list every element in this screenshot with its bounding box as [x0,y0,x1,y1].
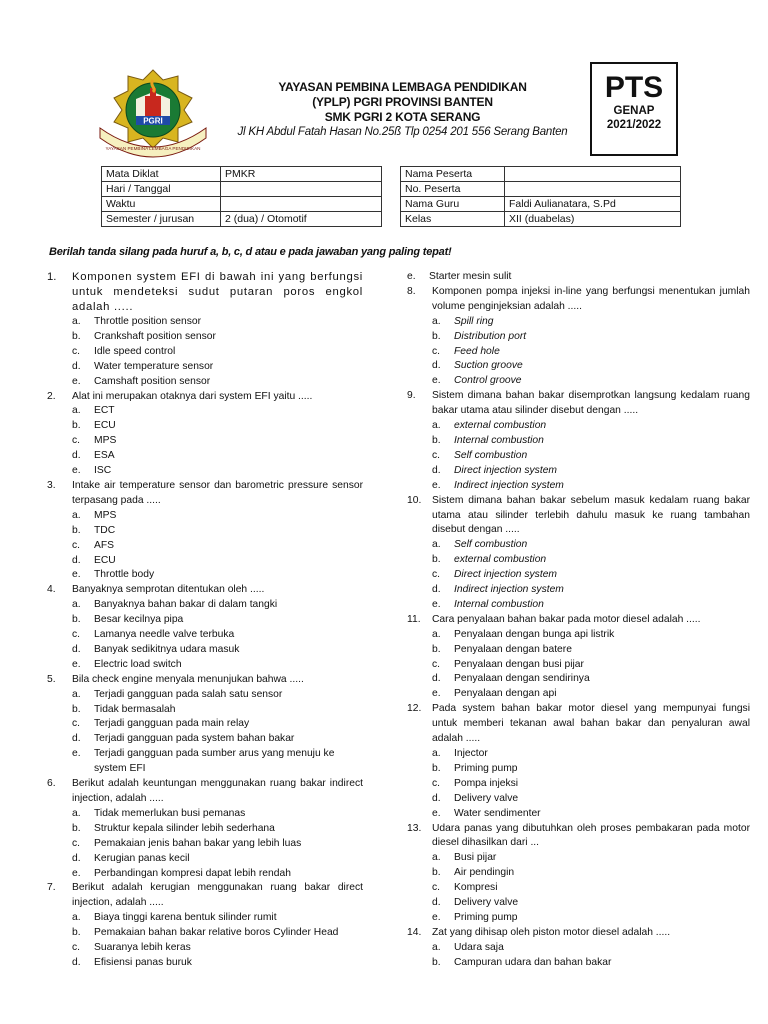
answer-option [407,881,750,896]
option-text: Direct injection system [454,464,557,476]
answer-option [47,941,363,956]
option-letter: a. [72,688,81,700]
option-text: Priming pump [454,762,518,774]
option-text: Feed hole [454,345,500,357]
logo-emblem [114,70,192,148]
exam-type-title: PTS [604,71,664,104]
option-letter: a. [432,852,441,864]
foundation-name: YAYASAN PEMBINA LEMBAGA PENDIDIKAN [278,80,527,94]
answer-option [47,554,363,569]
option-text: Camshaft position sensor [94,375,211,387]
question-text: Alat ini merupakan otaknya dari system EFI yaitu ..... [72,390,313,402]
option-text: Pemakaian jenis bahan bakar yang lebih luas [94,837,302,849]
answer-option [47,822,363,837]
table-row [401,167,681,182]
answer-option [407,866,750,881]
answer-option [407,956,750,971]
answer-option [47,539,363,554]
question-stem [407,926,750,941]
question-number: 5. [47,673,56,685]
answer-option [47,867,363,882]
option-text: Lamanya needle valve terbuka [94,629,235,641]
option-letter: d. [432,792,441,804]
answer-option [47,464,363,479]
question-number: 13. [407,822,422,834]
option-letter: b. [72,330,81,342]
answer-option [47,404,363,419]
info-label: Kelas [401,212,505,227]
option-text: Self combustion [454,539,528,551]
option-text: TDC [94,524,116,536]
option-text: Banyaknya bahan bakar di dalam tangki [94,599,278,611]
option-letter: a. [432,315,441,327]
info-value: XII (duabelas) [505,212,681,227]
answer-option [47,449,363,464]
option-text: Water temperature sensor [94,360,214,372]
option-letter: c. [432,777,441,789]
answer-option [47,598,363,613]
question-stem [407,822,750,852]
option-letter: c. [432,345,441,357]
option-letter: d. [432,897,441,909]
exam-type-box [590,62,678,156]
option-letter: c. [72,435,81,447]
option-letter: a. [72,599,81,611]
option-text: Electric load switch [94,658,182,670]
option-letter: e. [432,375,441,387]
answer-option [407,851,750,866]
option-letter: a. [432,628,441,640]
answer-option [407,658,750,673]
info-value: 2 (dua) / Otomotif [221,212,382,227]
answer-option [407,807,750,822]
question-stem [407,494,750,539]
option-letter: d. [432,673,441,685]
option-text: Kompresi [454,882,498,894]
option-letter: c. [72,629,81,641]
answer-option [47,703,363,718]
answer-option [407,762,750,777]
provincial-name: (YPLP) PGRI PROVINSI BANTEN [312,95,493,109]
option-text: MPS [94,435,117,447]
option-letter: a. [72,316,81,327]
questions-column-left [47,270,363,971]
option-letter: a. [432,941,441,953]
option-letter: d. [72,643,81,655]
option-letter: a. [72,509,81,521]
option-letter: e. [407,271,416,282]
option-letter: b. [432,867,441,879]
question-number: 14. [407,926,422,938]
option-text: Self combustion [454,449,528,461]
option-letter: d. [72,554,81,566]
info-value: PMKR [221,167,382,182]
info-value [221,197,382,212]
option-text: external combustion [454,554,547,566]
option-text: Injector [454,748,488,759]
question-item [47,270,363,390]
option-letter: e. [72,658,81,670]
option-text: Besar kecilnya pipa [94,614,184,626]
question-number: 11. [407,613,421,625]
question-text: Sistem dimana bahan bakar sebelum masuk kedalam ruang bakar utama atau silinder terlebih dahulu masuk ke ruang tambahan disebut dengan ..... [432,494,750,536]
answer-option [47,747,363,777]
answer-option [407,628,750,643]
question-number: 10. [407,494,422,506]
exam-year: 2021/2022 [606,119,662,131]
question-item [407,285,750,389]
answer-option [407,538,750,553]
table-row [102,197,382,212]
option-letter: a. [432,748,441,759]
answer-option [407,687,750,702]
question-stem [47,270,363,315]
option-letter: e. [432,807,441,819]
answer-option [407,359,750,374]
question-text: Udara panas yang dibutuhkan oleh proses pembakaran pada motor diesel dihasilkan dari ... [432,822,750,849]
answer-option [407,777,750,792]
answer-option [47,628,363,643]
student-info-table [400,166,681,227]
answer-option [407,643,750,658]
option-text: Direct injection system [454,569,557,581]
option-text: Perbandingan kompresi dapat lebih rendah [94,867,291,879]
option-letter: b. [432,956,441,968]
option-text: MPS [94,509,117,521]
answer-option [47,360,363,375]
question-number: 8. [407,285,416,297]
answer-option [47,852,363,867]
option-letter: e. [432,911,441,923]
school-header [225,80,580,140]
option-text: Internal combustion [454,598,544,610]
option-text: Crankshaft position sensor [94,330,216,342]
answer-option [47,613,363,628]
option-text: ISC [94,465,112,477]
answer-option [407,583,750,598]
answer-option [407,941,750,956]
option-letter: a. [432,420,441,432]
option-text: Banyak sedikitnya udara masuk [94,643,240,655]
question-text: Berikut adalah keuntungan menggunakan ruang bakar indirect injection, adalah ..... [72,778,363,804]
question-item [407,702,750,821]
answer-option [47,956,363,971]
option-letter: b. [432,554,441,566]
question-number: 9. [407,390,416,402]
question-number: 4. [47,584,56,596]
info-value [221,182,382,197]
answer-option [407,568,750,583]
option-letter: b. [72,822,81,834]
option-letter: c. [72,718,81,730]
option-letter: d. [72,956,81,968]
question-text: Cara penyalaan bahan bakar pada motor diesel adalah ..... [432,613,701,625]
answer-option [407,270,750,285]
answer-option [47,732,363,747]
option-letter: b. [72,524,81,536]
exam-semester: GENAP [613,105,655,117]
option-text: Throttle position sensor [94,316,202,327]
option-text: Kerugian panas kecil [94,852,190,864]
option-text: Penyalaan dengan bunga api listrik [454,628,615,640]
option-letter: d. [72,360,81,372]
school-logo [92,66,214,158]
option-text: Campuran udara dan bahan bakar [454,956,612,968]
school-address: Jl KH Abdul Fatah Hasan No.25ß Tlp 0254 201 556 Serang Banten [237,126,568,138]
info-label: Nama Peserta [401,167,505,182]
question-text: Sistem dimana bahan bakar disemprotkan langsung kedalam ruang bakar utama atau silinder disebut dengan ..... [432,390,750,417]
school-name: SMK PGRI 2 KOTA SERANG [324,110,481,124]
question-item [407,822,750,926]
option-letter: b. [432,643,441,655]
question-stem [47,390,363,405]
question-stem [407,389,750,419]
option-letter: b. [72,420,81,432]
info-value [505,167,681,182]
option-text: Tidak bermasalah [94,703,176,715]
option-letter: b. [72,703,81,715]
table-row [102,212,382,227]
answer-option [407,553,750,568]
option-letter: c. [72,345,81,357]
option-text: Delivery valve [454,792,519,804]
option-letter: a. [72,912,81,924]
question-item [47,881,363,970]
answer-option [47,926,363,941]
answer-option [47,911,363,926]
answer-option [47,345,363,360]
answer-option [407,911,750,926]
option-text: external combustion [454,420,547,432]
answer-option [407,330,750,345]
table-row [401,197,681,212]
answer-option [407,896,750,911]
question-number: 1. [47,271,57,283]
option-text: Pemakaian bahan bakar relative boros Cylinder Head [94,927,339,939]
option-text: Terjadi gangguan pada system bahan bakar [94,733,295,745]
table-row [401,182,681,197]
option-letter: c. [432,449,441,461]
option-text: Indirect injection system [454,479,564,491]
info-label: Mata Diklat [102,167,221,182]
answer-option [407,792,750,807]
table-row [102,182,382,197]
question-stem [47,479,363,509]
info-value: Faldi Aulianatara, S.Pd [505,197,681,212]
option-letter: e. [72,748,81,760]
option-text: Penyalaan dengan api [454,688,557,700]
answer-option [47,315,363,330]
answer-option [407,315,750,330]
option-text: Priming pump [454,911,518,923]
answer-option [47,688,363,703]
question-item [47,673,363,777]
option-text: Idle speed control [94,345,176,357]
option-letter: b. [432,762,441,774]
question-stem [407,285,750,315]
option-text: Struktur kepala silinder lebih sederhana [94,822,275,834]
subject-info-table [101,166,382,227]
question-text: Komponen system EFI di bawah ini yang berfungsi untuk mendeteksi sudut putaran poros engkol adalah ..... [72,271,363,313]
option-text: ECT [94,405,115,417]
question-text: Komponen pompa injeksi in-line yang berfungsi menentukan jumlah volume penginjeksian adalah ..... [432,285,750,312]
answer-option [47,375,363,390]
answer-option [407,672,750,687]
answer-option [47,419,363,434]
question-stem [47,673,363,688]
option-text: Spill ring [454,315,494,327]
option-letter: e. [72,375,81,387]
answer-option [47,643,363,658]
question-item [407,494,750,613]
option-letter: d. [432,464,441,476]
option-letter: e. [72,867,81,879]
answer-option [47,568,363,583]
option-text: ESA [94,450,115,462]
option-letter: b. [72,927,81,939]
question-number: 6. [47,778,56,790]
info-label: Semester / jurusan [102,212,221,227]
question-stem [407,702,750,747]
option-text: Throttle body [94,569,155,581]
question-text: Berikut adalah kerugian menggunakan ruang bakar direct injection, adalah ..... [72,882,363,909]
option-text: Biaya tinggi karena bentuk silinder rumit [94,912,277,924]
question-item [407,926,750,971]
answer-option [47,717,363,732]
answer-option [407,464,750,479]
question-number: 3. [47,479,56,491]
option-letter: c. [72,942,81,954]
option-text: Busi pijar [454,852,497,864]
exam-instruction: Berilah tanda silang pada huruf a, b, c, d atau e pada jawaban yang paling tepat! [49,246,452,258]
option-text: Indirect injection system [454,584,564,596]
question-stem [47,881,363,911]
option-text: Penyalaan dengan batere [454,643,572,655]
option-letter: e. [432,479,441,491]
question-number: 12. [407,703,422,715]
option-letter: b. [72,614,81,626]
option-letter: b. [432,330,441,342]
option-text: Starter mesin sulit [429,271,512,282]
option-text: Pompa injeksi [454,777,519,789]
option-text: Udara saja [454,941,504,953]
option-letter: e. [432,598,441,610]
option-letter: d. [432,584,441,596]
question-stem [407,613,750,628]
question-item [47,390,363,479]
option-text: Terjadi gangguan pada main relay [94,718,250,730]
option-text: Internal combustion [454,434,544,446]
question-text: Pada system bahan bakar motor diesel yang mempunyai fungsi untuk memberi tekanan awal bahan bakar dan penyaluran awal adalah ..... [432,703,750,745]
logo-ring-text: YAYASAN PEMBINA LEMBAGA PENDIDIKAN [105,146,201,151]
option-letter: b. [432,434,441,446]
question-item [407,389,750,493]
answer-option [47,434,363,449]
answer-option [407,419,750,434]
option-letter: c. [432,569,441,581]
option-text: ECU [94,554,116,566]
question-stem [47,777,363,807]
answer-option [407,434,750,449]
option-letter: c. [432,882,441,894]
option-letter: d. [72,852,81,864]
option-text: Delivery valve [454,897,519,909]
option-text: Terjadi gangguan pada sumber arus yang menuju ke system EFI [94,748,335,775]
answer-option [47,330,363,345]
question-item [47,777,363,881]
option-letter: a. [432,539,441,551]
answer-option [47,509,363,524]
answer-option [407,598,750,613]
info-value [505,182,681,197]
answer-option [47,837,363,852]
option-letter: e. [72,569,81,581]
question-text: Banyaknya semprotan ditentukan oleh ..... [72,584,265,596]
question-item [407,613,750,702]
question-item [47,583,363,672]
question-number: 7. [47,882,56,894]
option-text: Air pendingin [454,867,515,879]
option-text: Suction groove [454,360,523,372]
answer-option [47,658,363,673]
table-row [102,167,382,182]
info-label: Nama Guru [401,197,505,212]
answer-option [407,449,750,464]
option-letter: e. [72,465,81,477]
question-number: 2. [47,390,56,402]
option-text: AFS [94,539,115,551]
option-text: Efisiensi panas buruk [94,956,192,968]
info-label: No. Peserta [401,182,505,197]
logo-text: PGRI [143,116,163,126]
info-label: Waktu [102,197,221,212]
questions-column-right [407,270,750,971]
question-text: Bila check engine menyala menunjukan bahwa ..... [72,673,304,685]
option-letter: d. [72,450,81,462]
info-label: Hari / Tanggal [102,182,221,197]
question-stem [47,583,363,598]
option-letter: c. [432,658,441,670]
answer-option [407,345,750,360]
option-text: Water sendimenter [454,807,541,819]
option-text: Distribution port [454,330,527,342]
option-text: Control groove [454,375,522,387]
option-letter: d. [72,733,81,745]
answer-option [407,374,750,389]
table-row [401,212,681,227]
option-text: Terjadi gangguan pada salah satu sensor [94,688,283,700]
answer-option [47,807,363,822]
option-letter: e. [432,688,441,700]
answer-option [407,479,750,494]
option-letter: d. [432,360,441,372]
option-letter: a. [72,405,81,417]
question-text: Intake air temperature sensor dan barometric pressure sensor terpasang pada ..... [72,479,363,506]
option-text: Penyalaan dengan busi pijar [454,658,584,670]
question-text: Zat yang dihisap oleh piston motor diesel adalah ..... [432,926,671,938]
option-text: Suaranya lebih keras [94,942,191,954]
question-item [47,479,363,583]
option-text: ECU [94,420,116,432]
option-letter: c. [72,837,81,849]
answer-option [47,524,363,539]
option-letter: a. [72,807,81,819]
answer-option [407,747,750,762]
option-letter: c. [72,539,81,551]
option-text: Penyalaan dengan sendirinya [454,673,590,685]
option-text: Tidak memerlukan busi pemanas [94,807,246,819]
